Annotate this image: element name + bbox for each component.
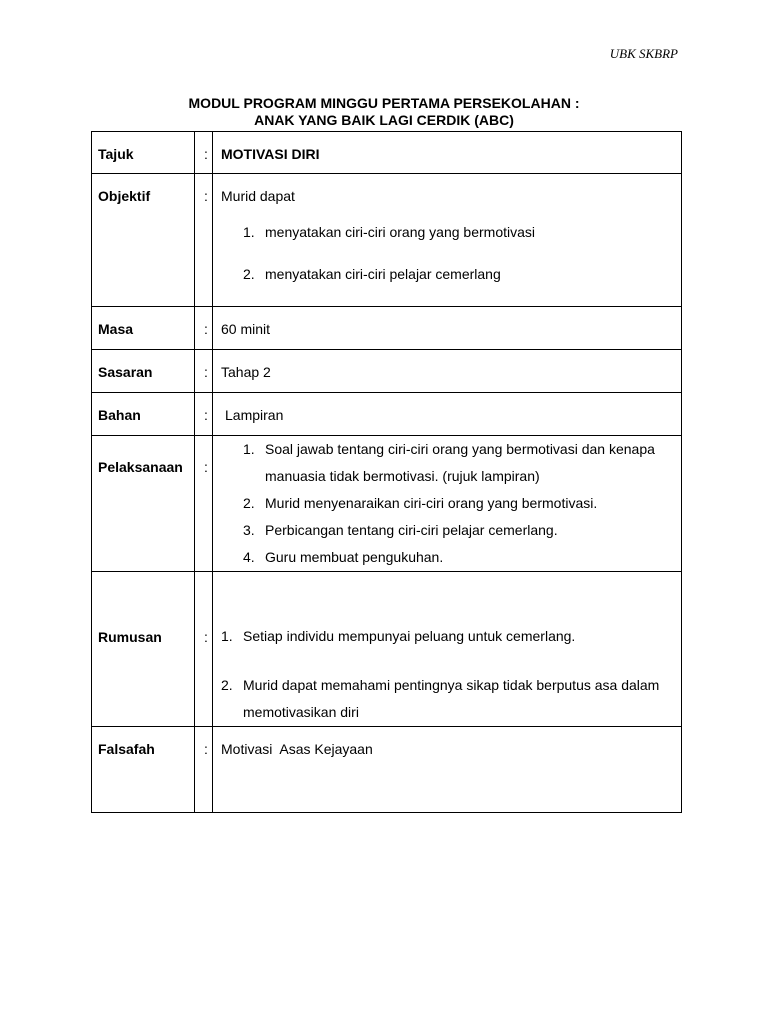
value-objektif — [213, 174, 682, 307]
objektif-list — [243, 222, 681, 284]
list-number: 1. — [243, 224, 255, 240]
list-item — [243, 490, 681, 517]
label-bahan: Bahan — [92, 393, 195, 436]
rumusan-list — [221, 623, 681, 726]
colon: : — [195, 350, 213, 393]
list-text: menyatakan ciri-ciri pelajar cemerlang — [265, 266, 501, 282]
list-item — [243, 544, 681, 571]
list-item — [221, 623, 681, 650]
row-objektif — [92, 174, 682, 307]
list-text: menyatakan ciri-ciri orang yang bermotivasi — [265, 224, 535, 240]
bahan-text: Lampiran — [225, 407, 284, 423]
row-sasaran — [92, 350, 682, 393]
title-line-2: ANAK YANG BAIK LAGI CERDIK (ABC) — [254, 112, 514, 128]
value-pelaksanaan — [213, 436, 682, 572]
row-bahan — [92, 393, 682, 436]
list-text: Perbicangan tentang ciri-ciri pelajar cemerlang. — [265, 522, 558, 538]
colon: : — [195, 436, 213, 572]
list-text: Murid dapat memahami pentingnya sikap tidak berputus asa dalam memotivasikan diri — [243, 677, 660, 720]
colon: : — [195, 132, 213, 174]
pelaksanaan-list — [243, 436, 681, 571]
value-rumusan — [213, 572, 682, 727]
colon: : — [195, 393, 213, 436]
list-text: Soal jawab tentang ciri-ciri orang yang bermotivasi dan kenapa manuasia tidak bermotivasi. (rujuk lampiran) — [265, 441, 655, 484]
list-text: Guru membuat pengukuhan. — [265, 549, 444, 565]
row-pelaksanaan — [92, 436, 682, 572]
list-number: 1. — [243, 441, 255, 457]
list-item — [243, 264, 681, 284]
colon: : — [195, 572, 213, 727]
row-rumusan — [92, 572, 682, 727]
list-number: 4. — [243, 549, 255, 565]
list-item — [221, 672, 681, 726]
label-tajuk: Tajuk — [92, 132, 195, 174]
list-item — [243, 517, 681, 544]
value-masa: 60 minit — [213, 307, 682, 350]
label-objektif: Objektif — [92, 174, 195, 307]
list-text: Murid menyenaraikan ciri-ciri orang yang bermotivasi. — [265, 495, 598, 511]
row-falsafah — [92, 727, 682, 813]
list-text: Setiap individu mempunyai peluang untuk cemerlang. — [243, 628, 576, 644]
document-title — [0, 95, 768, 129]
colon: : — [195, 174, 213, 307]
row-masa — [92, 307, 682, 350]
list-number: 2. — [243, 266, 255, 282]
label-sasaran: Sasaran — [92, 350, 195, 393]
label-rumusan: Rumusan — [92, 572, 195, 727]
list-number: 1. — [221, 628, 233, 644]
value-bahan — [213, 393, 682, 436]
header-note: UBK SKBRP — [609, 46, 678, 61]
colon: : — [195, 727, 213, 813]
colon: : — [195, 307, 213, 350]
title-line-1: MODUL PROGRAM MINGGU PERTAMA PERSEKOLAHAN : — [188, 95, 580, 111]
value-sasaran: Tahap 2 — [213, 350, 682, 393]
list-number: 3. — [243, 522, 255, 538]
list-item — [243, 222, 681, 242]
label-masa: Masa — [92, 307, 195, 350]
value-falsafah: Motivasi Asas Kejayaan — [213, 727, 682, 813]
list-item — [243, 436, 681, 490]
label-falsafah: Falsafah — [92, 727, 195, 813]
label-pelaksanaan: Pelaksanaan — [92, 436, 195, 572]
list-number: 2. — [243, 495, 255, 511]
row-tajuk — [92, 132, 682, 174]
module-table — [91, 131, 682, 813]
objektif-intro: Murid dapat — [221, 188, 295, 204]
value-tajuk: MOTIVASI DIRI — [213, 132, 682, 174]
list-number: 2. — [221, 677, 233, 693]
